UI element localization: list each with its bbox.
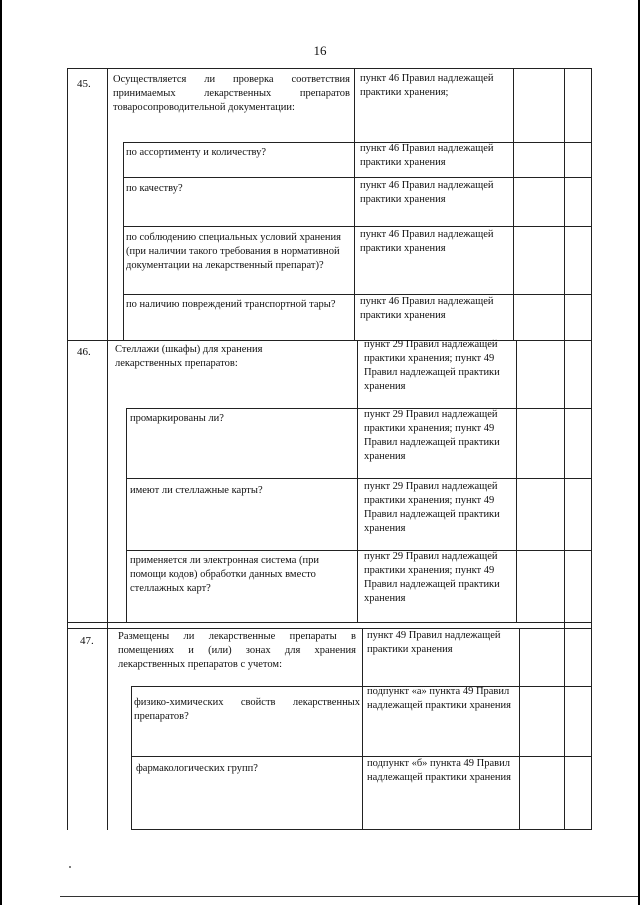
legal-basis: пункт 29 Правил надлежащей практики хранения; пункт 49 Правил надлежащей практики хранения [364, 551, 500, 604]
legal-basis: пункт 49 Правил надлежащей практики хранения [367, 630, 501, 655]
row-46-item1-bottom [126, 478, 591, 479]
legal-basis: пункт 46 Правил надлежащей практики хранения; [360, 73, 494, 98]
section-number: 45. [77, 78, 91, 90]
check-item: физико-химических свойств лекарственных препаратов? [134, 697, 360, 722]
question-column-divider-b [357, 340, 358, 622]
section-46-bottom [67, 622, 592, 623]
check-item: по ассортименту и количеству? [126, 147, 267, 158]
row-45-item2-bottom [123, 226, 591, 227]
legal-basis: пункт 46 Правил надлежащей практики хранения [360, 143, 494, 168]
check-item: промаркированы ли? [130, 413, 224, 424]
subitem-indent-45 [123, 142, 124, 340]
legal-basis: пункт 29 Правил надлежащей практики хранения; пункт 49 Правил надлежащей практики хранения [364, 409, 500, 462]
section-title: Размещены ли лекарственные препараты в помещениях и (или) зонах для хранения лекарственных препаратов с учетом: [118, 631, 356, 670]
legal-basis: подпункт «а» пункта 49 Правил надлежащей практики хранения [367, 686, 511, 711]
check-item: по соблюдению специальных условий хранения (при наличии такого требования в нормативной документации на лекарственный препарат)? [126, 232, 341, 271]
subitem-indent-46 [126, 408, 127, 622]
legal-basis: пункт 46 Правил надлежащей практики хранения [360, 229, 494, 254]
check-item: фармакологических групп? [136, 763, 258, 774]
section-title: Стеллажи (шкафы) для хранения лекарственных препаратов: [115, 344, 263, 369]
row-47-item1-bottom [131, 756, 591, 757]
legal-basis: пункт 46 Правил надлежащей практики хранения [360, 180, 494, 205]
page-number: 16 [313, 43, 327, 58]
scan-left-edge [0, 0, 2, 905]
question-column-divider-a [354, 68, 355, 340]
table-bottom [131, 829, 591, 830]
row-47-header-bottom [131, 686, 591, 687]
check-item: применяется ли электронная система (при помощи кодов) обработки данных вместо стеллажных карт? [130, 555, 319, 594]
scan-speck [69, 866, 71, 868]
check-item: по качеству? [126, 183, 183, 194]
basis-column-divider-a [513, 68, 514, 340]
row-45-header-bottom [123, 142, 591, 143]
row-46-header-bottom [126, 408, 591, 409]
scan-bottom-rule [60, 896, 638, 897]
section-number: 46. [77, 346, 91, 358]
legal-basis: пункт 29 Правил надлежащей практики хранения; пункт 49 Правил надлежащей практики хранения [364, 339, 500, 392]
table-left-border [67, 68, 68, 830]
check-item: по наличию повреждений транспортной тары? [126, 299, 336, 310]
legal-basis: подпункт «б» пункта 49 Правил надлежащей практики хранения [367, 758, 511, 783]
basis-column-divider-c [519, 628, 520, 830]
section-title: Осуществляется ли проверка соответствия принимаемых лекарственных препаратов товаросопроводительной документации: [113, 74, 350, 113]
number-column-divider [107, 68, 108, 830]
row-46-item2-bottom [126, 550, 591, 551]
table-right-border [591, 68, 592, 830]
section-number: 47. [80, 635, 94, 647]
row-45-item3-bottom [123, 294, 591, 295]
legal-basis: пункт 46 Правил надлежащей практики хранения [360, 296, 494, 321]
subitem-indent-47 [131, 686, 132, 830]
basis-column-divider-b [516, 340, 517, 622]
question-column-divider-c [362, 628, 363, 830]
answer-column-divider [564, 68, 565, 830]
legal-basis: пункт 29 Правил надлежащей практики хранения; пункт 49 Правил надлежащей практики хранения [364, 481, 500, 534]
check-item: имеют ли стеллажные карты? [130, 485, 263, 496]
row-45-item1-bottom [123, 177, 591, 178]
